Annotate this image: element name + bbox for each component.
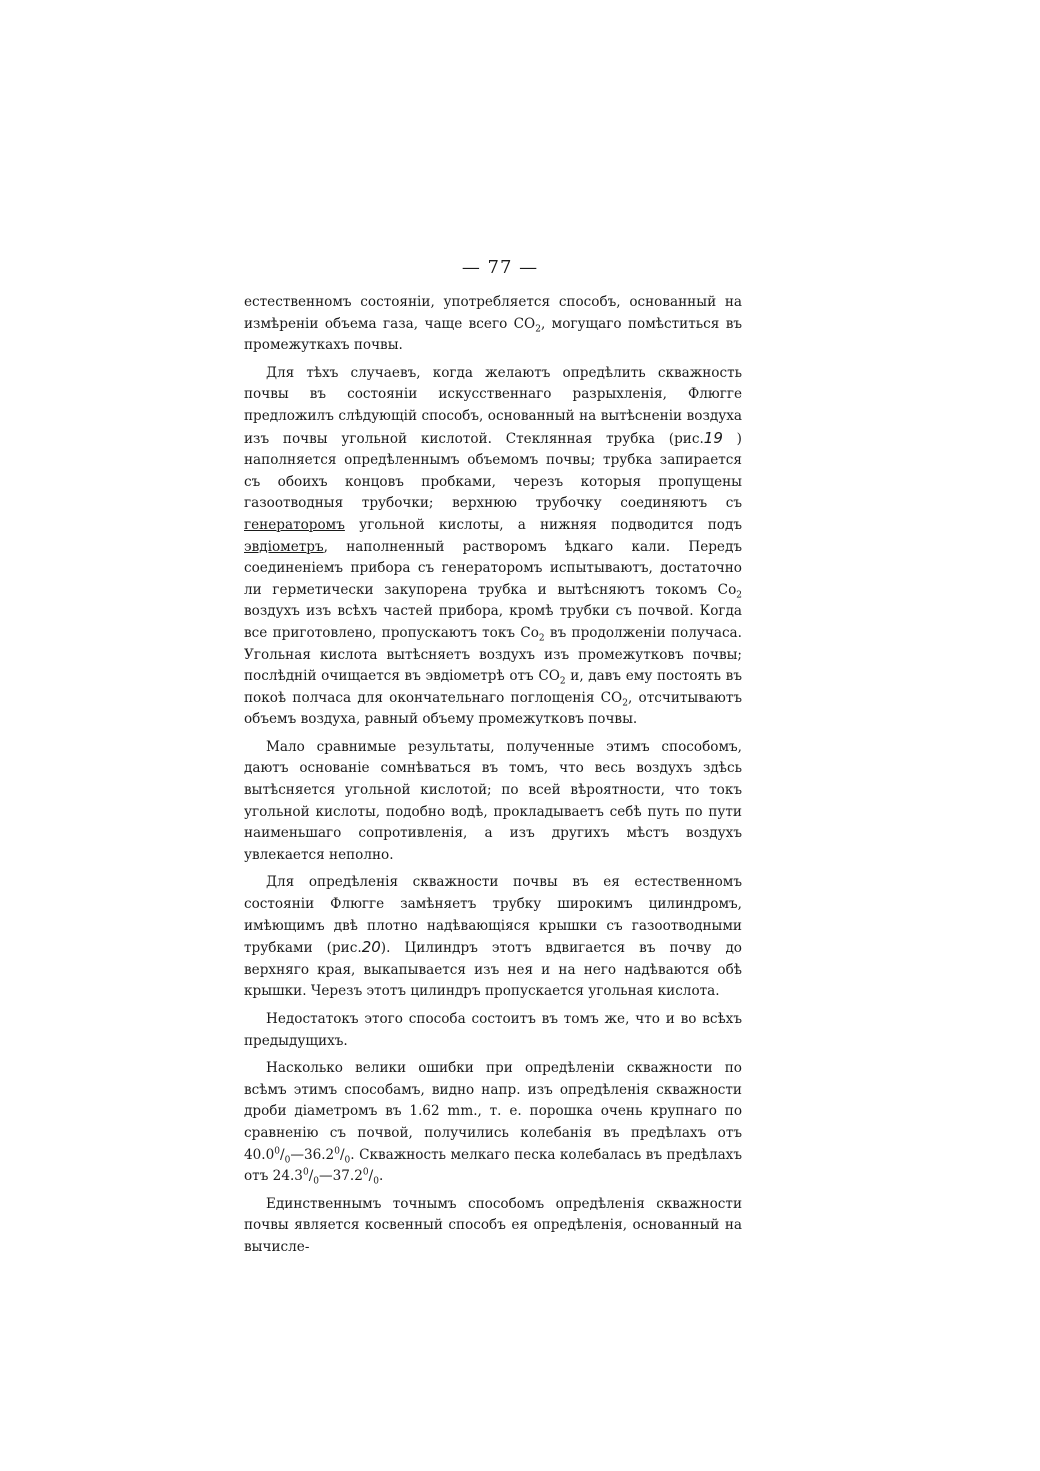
underlined-term: эвдiометръ [244,538,324,555]
subscript: 2 [559,676,566,687]
paragraph [244,363,742,731]
text-run: . Скважность мелкаго песка колебалась въ предѣлахъ отъ 24.3 [244,1146,742,1185]
paragraph [244,1194,742,1259]
subscript: 2 [622,698,628,709]
text-run: / [308,1168,314,1185]
text-run: Единственнымъ точнымъ способомъ опредѣленiя скважности почвы является косвенный способъ ея опредѣленiя, основанный на вычисле- [244,1195,742,1255]
subscript: 0 [313,1176,320,1187]
paragraph [244,1058,742,1188]
underlined-term: генераторомъ [244,516,345,533]
text-run: ). Цилиндръ этотъ вдвигается въ почву до верхняго края, выкапывается изъ нея и на него надѣваются обѣ крышки. Черезъ этотъ цилиндръ пропускается угольная кислота. [244,940,742,1000]
text-run: Насколько велики ошибки при опредѣленiи скважности по всѣмъ этимъ способамъ, видно напр. изъ опредѣленiя скважности дроби дiаметромъ въ 1.62 mm., т. е. порошка очень крупнаго по сравненiю съ почвой, получились колебанiя въ предѣлахъ отъ 40.0 [244,1060,742,1163]
paragraph [244,737,742,867]
subscript: 2 [538,633,545,644]
text-run: —37.2 [319,1168,363,1185]
text-run: / [280,1146,285,1163]
text-run: воздухъ изъ всѣхъ частей прибора, кромѣ трубки съ почвой. Когда все приготовлено, пропускаютъ токъ Co [244,603,742,641]
text-run: Недостатокъ этого способа состоитъ въ томъ же, что и во всѣхъ предыдущихъ. [244,1011,742,1049]
paragraph [244,1009,742,1052]
page-number: — 77 — [461,257,539,278]
text-run: —36.2 [290,1146,335,1163]
superscript: 0 [274,1146,281,1157]
superscript: 0 [334,1146,340,1157]
subscript: 0 [373,1176,379,1187]
text-run: / [339,1146,345,1163]
text-run: естественномъ состоянiи, употребляется способъ, основанный на измѣренiи объема газа, чаще всего CO [244,294,742,332]
subscript: 0 [284,1155,291,1166]
text-run: , могущаго помѣститься въ промежуткахъ почвы. [244,315,742,354]
paragraph [244,872,742,1003]
text-run: . [378,1168,384,1185]
text-run: Для опредѣленiя скважности почвы въ ея естественномъ состоянiи Флюгге замѣняетъ трубку широкимъ цилиндромъ, имѣющимъ двѣ плотно надѣвающiяся крышки съ газоотводными трубками (рис. [244,874,742,957]
text-run: , наполненный растворомъ ѣдкаго кали. Передъ соединенiемъ прибора съ генераторомъ испытываютъ, достаточно ли герметически закупорена трубка и вытѣсняютъ токомъ Co [244,538,742,598]
text-run: и, давъ ему постоять въ покоѣ полчаса для окончательнаго поглощенiя CO [244,668,742,706]
superscript: 0 [362,1167,369,1178]
paragraph [244,292,742,357]
text-run: , отсчитываютъ объемъ воздуха, равный объему промежутковъ почвы. [244,689,742,728]
subscript: 2 [535,324,541,335]
text-run: ) наполняется опредѣленнымъ объемомъ почвы; трубка запирается съ обоихъ концовъ пробками, черезъ которыя пропущены газоотводныя трубочки; верхнюю трубочку соединяютъ съ [244,430,742,512]
subscript: 2 [736,590,742,601]
text-run: въ продолженiи получаса. Угольная кислота вытѣсняетъ воздухъ изъ промежутковъ почвы; послѣднiй очищается въ эвдiометрѣ отъ CO [244,624,742,685]
text-run: угольной кислоты, а нижняя подводится подъ [344,516,742,533]
handwritten-figure-number: 20 [361,938,381,957]
superscript: 0 [302,1167,309,1178]
handwritten-figure-number: 19 [703,428,723,447]
text-run: Для тѣхъ случаевъ, когда желаютъ опредѣлить скважность почвы въ состоянiи искусственнаго разрыхленiя, Флюгге предложилъ слѣдующiй способъ, основанный на вытѣсненiи воздуха изъ почвы угольной кислотой. Стеклянная трубка (рис. [244,364,742,447]
body-text [244,292,742,1265]
text-run: Мало сравнимые результаты, полученные этимъ способомъ, даютъ основанiе сомнѣваться въ томъ, что весь воздухъ здѣсь вытѣсняется угольной кислотой; по всей вѣроятности, что токъ угольной кислоты, подобно водѣ, прокладываетъ себѣ путь по пути наименьшаго сопротивленiя, а изъ другихъ мѣстъ воздухъ увлекается неполно. [244,738,742,863]
subscript: 0 [344,1155,351,1166]
text-run: / [368,1168,374,1185]
